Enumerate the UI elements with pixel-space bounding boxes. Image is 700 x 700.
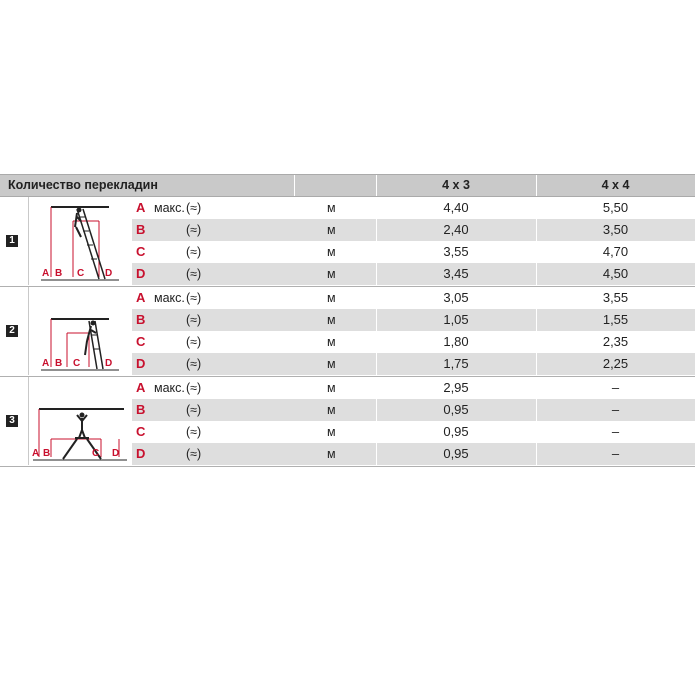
row-approx: (≈) [186,335,202,349]
svg-text:B: B [55,268,63,279]
table-row [132,263,695,285]
value-4x3: 1,80 [443,334,469,349]
row-letter: B [136,312,146,327]
table-row [132,331,695,353]
row-approx: (≈) [186,267,202,281]
ladder-diagram-short-leaning [28,287,132,375]
group-number: 1 [6,235,18,247]
row-unit: м [327,201,336,215]
header-col-4x3: 4 x 3 [442,178,470,192]
config-group-3 [0,377,695,467]
value-4x4: – [611,424,620,439]
row-letter: C [136,424,146,439]
table-row [132,219,695,241]
row-approx: (≈) [186,201,202,215]
row-letter: D [136,266,146,281]
row-qualifier: макс. [154,201,185,215]
row-unit: м [327,245,336,259]
row-qualifier: макс. [154,291,185,305]
value-4x3: 0,95 [443,424,469,439]
row-letter: D [136,446,146,461]
table-row [132,443,695,465]
svg-text:D: D [105,358,113,369]
row-approx: (≈) [186,403,202,417]
group-number: 2 [6,325,18,337]
row-letter: D [136,356,146,371]
value-4x4: 3,55 [602,290,629,305]
svg-text:A: A [32,448,40,459]
table-row [132,421,695,443]
table-header [0,174,695,197]
table-row [132,287,695,309]
value-4x3: 2,95 [443,380,469,395]
svg-text:A: A [42,358,50,369]
table-row [132,353,695,375]
row-approx: (≈) [186,313,202,327]
value-4x4: 2,35 [602,334,629,349]
svg-text:C: C [92,448,100,459]
value-4x4: 5,50 [602,200,629,215]
row-approx: (≈) [186,245,202,259]
value-4x4: 4,50 [602,266,629,281]
row-approx: (≈) [186,447,202,461]
value-4x4: 2,25 [602,356,629,371]
value-4x3: 3,05 [443,290,469,305]
ladder-diagram-leaning [28,197,132,285]
ladder-diagram-standing [28,377,132,465]
svg-text:C: C [73,358,81,369]
row-approx: (≈) [186,223,202,237]
row-unit: м [327,357,336,371]
row-letter: B [136,402,146,417]
row-unit: м [327,335,336,349]
value-4x3: 1,05 [443,312,469,327]
row-unit: м [327,267,336,281]
row-letter: C [136,334,146,349]
row-letter: B [136,222,146,237]
svg-text:B: B [43,448,51,459]
ladder-spec-table [0,174,695,467]
row-approx: (≈) [186,357,202,371]
value-4x3: 2,40 [443,222,469,237]
value-4x3: 1,75 [443,356,469,371]
value-4x4: 1,55 [602,312,629,327]
row-unit: м [327,381,336,395]
row-unit: м [327,313,336,327]
header-col-4x4: 4 x 4 [601,178,630,192]
table-row [132,309,695,331]
header-divider [294,175,295,196]
row-unit: м [327,403,336,417]
row-approx: (≈) [186,425,202,439]
svg-text:D: D [105,268,113,279]
group-number: 3 [6,415,18,427]
value-4x3: 0,95 [443,402,469,417]
config-group-1 [0,197,695,287]
row-letter: A [136,380,146,395]
svg-text:B: B [55,358,63,369]
svg-text:C: C [77,268,85,279]
row-approx: (≈) [186,291,202,305]
table-row [132,377,695,399]
value-4x4: – [611,380,620,395]
value-4x4: – [611,446,620,461]
config-group-2 [0,287,695,377]
value-4x4: – [611,402,620,417]
row-unit: м [327,425,336,439]
table-row [132,197,695,219]
row-letter: C [136,244,146,259]
row-unit: м [327,223,336,237]
svg-text:D: D [112,448,120,459]
value-4x4: 4,70 [602,244,629,259]
row-qualifier: макс. [154,381,185,395]
table-row [132,241,695,263]
row-unit: м [327,447,336,461]
value-4x4: 3,50 [602,222,629,237]
value-4x3: 0,95 [443,446,469,461]
svg-text:A: A [42,268,50,279]
table-row [132,399,695,421]
row-unit: м [327,291,336,305]
row-approx: (≈) [186,381,202,395]
value-4x3: 3,55 [443,244,469,259]
value-4x3: 4,40 [443,200,469,215]
row-letter: A [136,200,146,215]
value-4x3: 3,45 [443,266,469,281]
row-letter: A [136,290,146,305]
header-title: Количество перекладин [8,178,158,192]
